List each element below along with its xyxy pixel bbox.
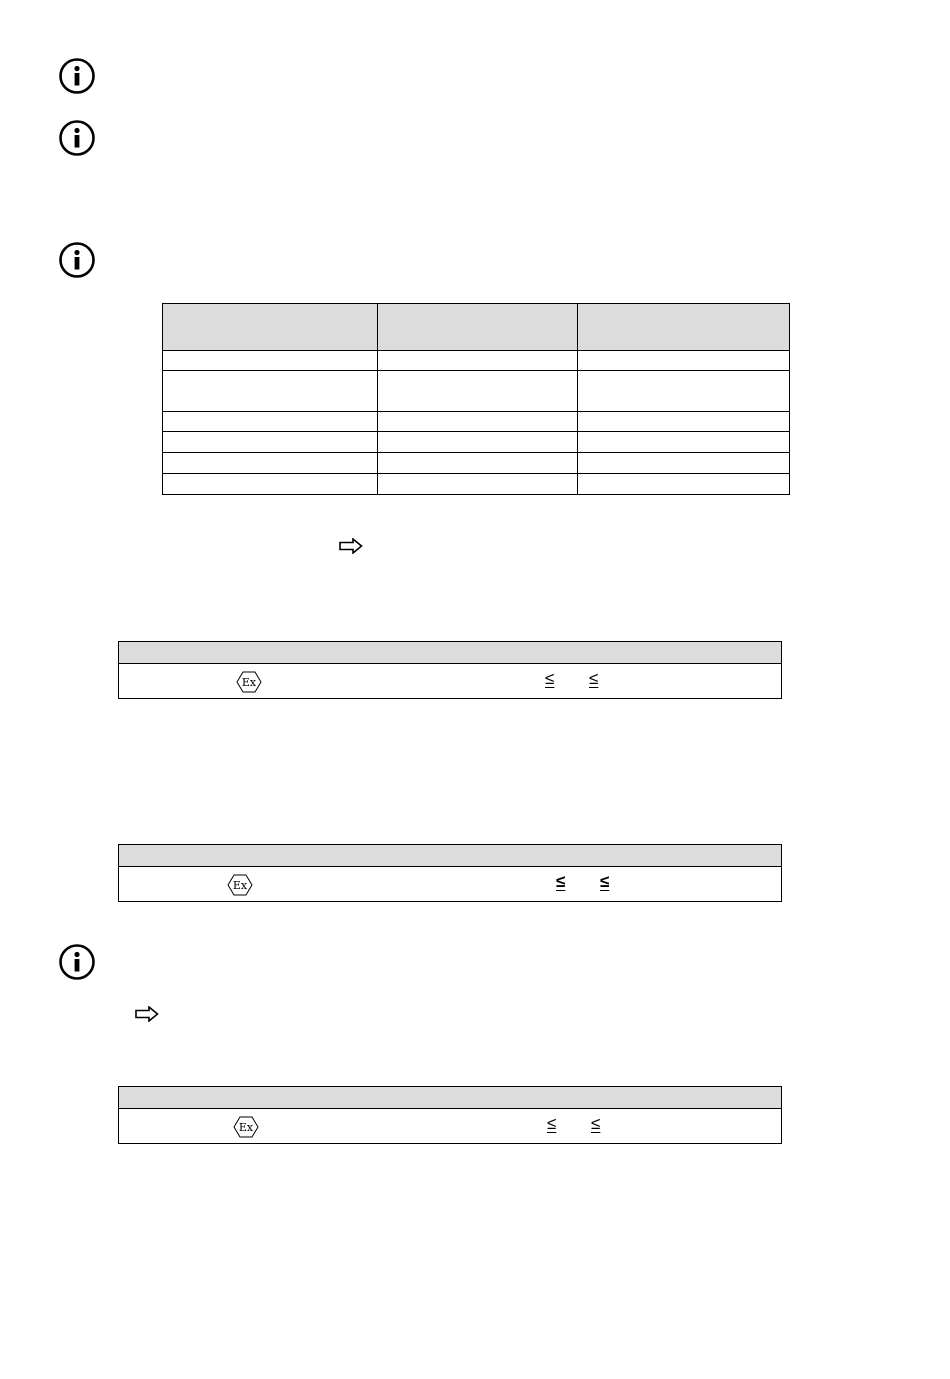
table-cell — [578, 474, 790, 495]
table-cell — [163, 432, 378, 453]
info-icon — [58, 241, 96, 279]
table-cell — [378, 371, 578, 412]
less-equal-sign: ≤ — [600, 872, 610, 891]
info-icon — [58, 119, 96, 157]
marking-box — [118, 1086, 782, 1144]
marking-box-row — [119, 1109, 781, 1145]
ex-symbol-text: Ex — [238, 1121, 254, 1134]
table-header-row — [163, 304, 790, 351]
less-equal-sign: ≤ — [545, 669, 555, 688]
table-cell — [163, 351, 378, 371]
table-cell — [163, 412, 378, 432]
table-cell — [163, 371, 378, 412]
table-cell — [163, 474, 378, 495]
table-cell — [378, 474, 578, 495]
table-cell — [378, 432, 578, 453]
info-icon — [58, 57, 96, 95]
table-cell — [378, 453, 578, 474]
table-header-cell — [578, 304, 790, 351]
less-equal-sign: ≤ — [591, 1114, 601, 1133]
table-row — [163, 432, 790, 453]
table-cell — [578, 412, 790, 432]
table-row — [163, 351, 790, 371]
table-row — [163, 412, 790, 432]
ex-hexagon-icon — [227, 874, 253, 896]
table-row — [163, 453, 790, 474]
table-cell — [578, 371, 790, 412]
info-icon — [58, 943, 96, 981]
table-cell — [378, 351, 578, 371]
table-cell — [163, 453, 378, 474]
ex-symbol-text: Ex — [232, 879, 248, 892]
ex-hexagon-icon — [236, 671, 262, 693]
marking-box-header — [119, 845, 781, 867]
ex-hexagon-icon — [233, 1116, 259, 1138]
table-header-cell — [378, 304, 578, 351]
data-table — [162, 303, 790, 495]
marking-box-row — [119, 867, 781, 903]
table-cell — [378, 412, 578, 432]
marking-box-row — [119, 664, 781, 700]
table-cell — [578, 453, 790, 474]
marking-box — [118, 641, 782, 699]
less-equal-sign: ≤ — [556, 872, 566, 891]
marking-box — [118, 844, 782, 902]
double-right-arrow-icon — [135, 1006, 159, 1022]
double-right-arrow-icon — [339, 538, 363, 554]
less-equal-sign: ≤ — [589, 669, 599, 688]
marking-box-header — [119, 1087, 781, 1109]
table-cell — [578, 351, 790, 371]
table-row — [163, 371, 790, 412]
less-equal-sign: ≤ — [547, 1114, 557, 1133]
table-header-cell — [163, 304, 378, 351]
table-cell — [578, 432, 790, 453]
ex-symbol-text: Ex — [241, 676, 257, 689]
marking-box-header — [119, 642, 781, 664]
table-row — [163, 474, 790, 495]
